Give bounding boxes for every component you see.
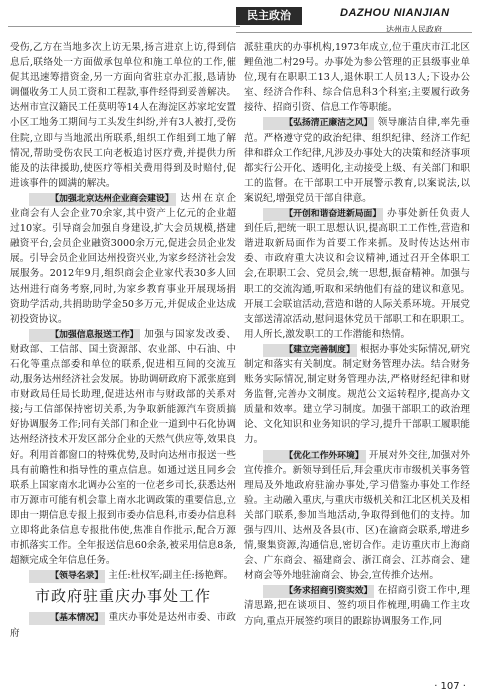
- section-heading: 【优化工作外环境】: [263, 450, 365, 463]
- paragraph-text: 根据办事处实际情况,研究制定和落实有关制度。制定财务管理办法。结合财务账务实际情况,制定财务管理办法,严格财经纪律和财务监督,完善办文制度。规范公文运转程序,提高办文质量和效率。建立学习制度。加强干部职工的政治理论、文化知识和业务知识的学习,提升干部职工履职能力。: [244, 343, 470, 446]
- section-heading: 【建立完善制度】: [263, 344, 357, 357]
- paragraph-text: 达州在京企业商会有人会企业70余家,其中资产上亿元的企业超过10家。引导商会加强自身建设,扩大会员规模,搭建融资平台,会员企业融资3000余万元,促进会员企业发展。引导会员企业回达州投资兴业,为家乡经济社会发展服务。2012年9月,组织商会企业家代表30多人回达州进行商务考察,同时,为家乡教育事业开展现场捐资助学活动,共捐助助学金50多万元,并促成企业达成初投资协议。: [10, 192, 236, 325]
- section-heading: 【加强信息报送工作】: [29, 329, 140, 342]
- paragraph-text: 重庆办事处是达州市委、市政府: [10, 612, 236, 639]
- paragraph: 受伤,乙方在当地多次上访无果,扬言进京上访,得到信息后,联络处一方面做承包单位和施工单位的工作,催促其迅速筹措资金,另一方面向省驻京办汇报,恳请协调僵收务工人员工资和工程款,事件经得到妥善解决。达州市宣汉籍民工任莫明等14人在海淀区苏家坨安置小区工地务工期间与工头发生纠纷,并有3人被打,受伤住院,立即与当地派出所联系,组织工作组到工地了解情况,帮助受伤农民工向老板追讨医疗费,并提供力所能及的法律援助,使医疗等相关费用得到及时赔付,促进该事件的圆满的解决。: [10, 42, 236, 189]
- section-heading: 【加强北京达州企业商会建设】: [29, 193, 175, 206]
- left-column: [10, 40, 236, 641]
- paragraph: [10, 610, 236, 640]
- section-heading: 【开创和谐奋进新局面】: [263, 208, 383, 221]
- paragraph-text: 主任:杜权军;副主任:扬艳辉。: [108, 570, 234, 582]
- paragraph: 派驻重庆的办事机构,1973年成立,位于重庆市江北区鲤鱼池二村29号。办事处为参公管理的正县级事业单位,现有在职职工13人,退休职工人员13人;下设办公室、经济合作科、综合信息科3个科室;主要履行政务接待、招商引资、信息工作等职能。: [244, 42, 470, 114]
- paragraph-text: 办事处新任负责人到任后,把统一职工思想认识,提高职工工作性,营造和谐进取新局面作为首要工作来抓。及时传达达州市委、市政府重大决议和会议精神,通过召开全体职工会,在职职工会、党员会,统一思想,振奋精神。加强与职工的交流沟通,听取和采纳他们有益的建议和意见。开展工会联谊活动,营造和谐的人际关系环境。开展党支部送清凉活动,慰问退休党员干部职工和在职职工。用人所长,激发职工的工作潜能和热情。: [244, 208, 470, 340]
- page-number: · 107 ·: [434, 681, 466, 692]
- paragraph: [244, 583, 470, 628]
- right-column: [244, 40, 470, 629]
- section-tag: 民主政治: [236, 7, 302, 25]
- paragraph: [244, 342, 470, 448]
- header-rule-left: [8, 8, 240, 27]
- paragraph: [244, 206, 470, 342]
- section-heading: 【基本情况】: [29, 612, 105, 625]
- paragraph-text: 在招商引资工作中,理清思路,把在谈项目、签约项目作梳理,明确工作主攻方向,重点开展签约项目的跟踪协调服务工作,同: [244, 585, 470, 627]
- paragraph: [10, 191, 236, 327]
- yearbook-title: DAZHOU NIANJIAN: [340, 7, 450, 19]
- paragraph-text: 加强与国家发改委、财政部、工信部、国土资源部、农业部、中石油、中石化等重点部委和单位的联系,促进相互间的交流互动,服务达州经济社会发展。协助调研政府下派张庭到市财政局任局长助理,促进达州市与财政部的关系对接;与工信部保持密切关系,为争取新能源汽车资质搞好协调服务工作;同有关部门和企业一道到中石化协调达州经济技术开发区部分企业的天然气供应等,效果良好。利用首都窗口的特殊优势,及时向达州市报送一些具有前瞻性和指导性的重点信息。如通过送且同乡会联系上国家南水北调办公室的一位老乡司长,获悉达州市万源市可能有机会靠上南水北调政策的重要信息,立即由一期信息专报上报到市委办信息科,市委办信息科立即将此条信息专报批伟使,焦准自作批示,配合万源市抓落实工作。全年报送信息60余条,被采用信息8条,超额完成全年信息任务。: [10, 328, 236, 567]
- header-rule-right: [236, 32, 472, 33]
- paragraph: [244, 115, 470, 206]
- paragraph: [10, 327, 236, 569]
- article-title: 市政府驻重庆办事处工作: [34, 587, 211, 606]
- yearbook-subtitle: 达州市人民政府: [386, 25, 442, 34]
- section-heading: 【领导名录】: [29, 570, 105, 583]
- section-heading: 【务求招商引资实效】: [263, 585, 374, 598]
- paragraph: [10, 568, 236, 583]
- paragraph-text: 开展对外交往,加强对外宣传推介。新领导到任后,拜会重庆市市级机关事务管理局及外地政府驻渝办事处,学习借鉴办事处工作经验。主动融入重庆,与重庆市级机关和江北区机关及相关部门联系,参加当地活动,争取得到他们的支持。加强与四川、达州及各县(市、区)在渝商会联系,增进乡情,聚集资源,沟通信息,密切合作。走访重庆市上海商会、广东商会、福建商会、浙江商会、江苏商会、建材商会等外地驻渝商会、协会,宣传推介达州。: [244, 449, 470, 582]
- paragraph-text: 领导廉洁自律,率先垂范。严格遵守党的政治纪律、组织纪律、经济工作纪律和群众工作纪律,凡涉及办事处大的决策和经济事项都实行公开化、透明化,主动接受上级、有关部门和职工的监督。在干部职工中开展警示教育,以案说法,以案说纪,增强党员干部自律意。: [244, 117, 470, 204]
- section-heading: 【弘扬清正廉洁之风】: [263, 117, 374, 130]
- paragraph: [244, 448, 470, 584]
